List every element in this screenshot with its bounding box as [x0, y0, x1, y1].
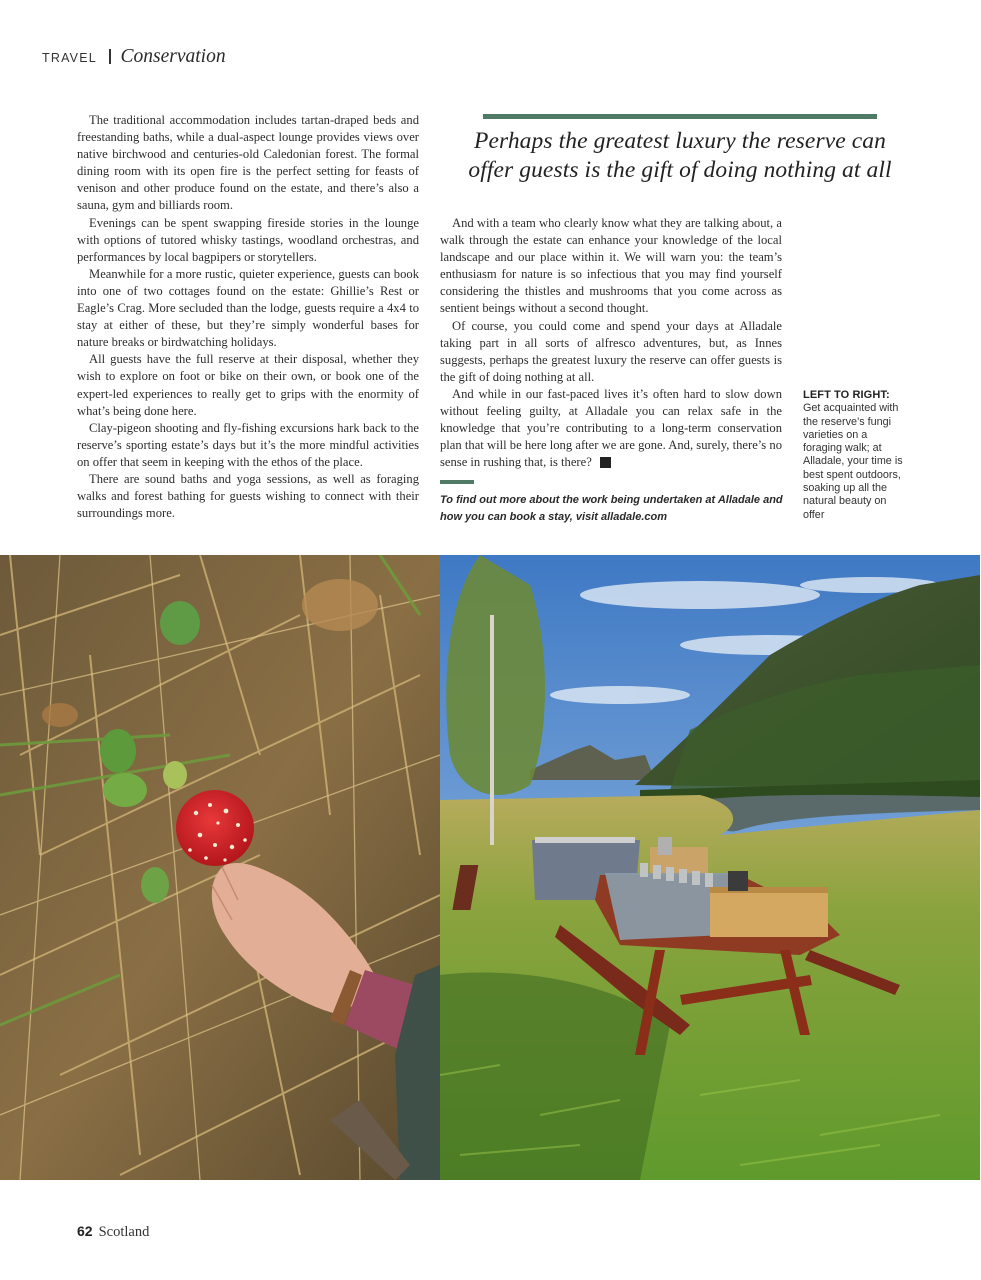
magazine-name: Scotland: [98, 1224, 150, 1240]
paragraph-final: [440, 386, 782, 471]
caption-text: Get acquainted with the reserve’s fungi varieties on a foraging walk; at Alladale, your time is best spent outdoors, soaking up all the natural beauty on offer: [803, 402, 903, 521]
mushroom-photo-image: [0, 555, 440, 1180]
paragraph: There are sound baths and yoga sessions, as well as foraging walks and forest bathing for guests wishing to connect with their surroundings more.: [77, 471, 419, 521]
pull-quote-rule: [483, 114, 877, 119]
pull-quote: [466, 114, 894, 185]
end-of-article-mark: S: [600, 457, 611, 468]
caption-heading: LEFT TO RIGHT:: [803, 389, 890, 401]
page-number: 62: [77, 1223, 93, 1239]
photo-picnic-glen: [440, 555, 980, 1180]
paragraph: Meanwhile for a more rustic, quieter experience, guests can book into one of two cottages found on the estate: Ghillie’s Rest or Eagle’s Crag. More secluded than the lodge, guests require a 4x4 to stay at either of these, but they’re simply wonderful bases for nature breaks or birdwatching holidays.: [77, 266, 419, 350]
call-to-action: To find out more about the work being undertaken at Alladale and how you can book a stay, visit alladale.com: [440, 494, 783, 523]
paragraph: All guests have the full reserve at their disposal, whether they wish to explore on foot or bike on their own, or book one of the expert-led experiences to really get to grips with the enormity of what’s being done here.: [77, 352, 419, 418]
paragraph: The traditional accommodation includes tartan-draped beds and freestanding baths, while a dual-aspect lounge provides views over native birchwood and centuries-old Caledonian forest. The formal dining room with its open fire is the perfect setting for feasts of venison and other produce found on the estate, and there’s also a sauna, gym and billiards room.: [77, 113, 419, 213]
photo-mushroom: [0, 555, 440, 1180]
paragraph: And with a team who clearly know what they are talking about, a walk through the estate can enhance your knowledge of the local landscape and our place within it. We will warn you: the team’s enthusiasm for nature is so infectious that you may find yourself considering the thistles and mushrooms that you come across as sentient beings without a second thought.: [440, 216, 782, 316]
section-label: TRAVEL: [42, 51, 97, 65]
page-footer: [77, 1223, 149, 1241]
pull-quote-text: Perhaps the greatest luxury the reserve can offer guests is the gift of doing nothing at all: [468, 128, 892, 183]
paragraph: Clay-pigeon shooting and fly-fishing excursions hark back to the reserve’s sporting estate’s days but it’s the more mindful activities on offer that seem in keeping with the ethos of the place.: [77, 420, 419, 469]
header-divider: [109, 49, 111, 64]
article-column-left: [77, 112, 419, 522]
article-column-middle: [440, 215, 782, 471]
cta-rule: [440, 480, 474, 484]
paragraph: Evenings can be spent swapping fireside stories in the lounge with options of tutored whisky tastings, woodland orchestras, and performances by local bagpipers or storytellers.: [77, 215, 419, 264]
paragraph: Of course, you could come and spend your days at Alladale taking part in all sorts of alfresco adventures, but, as Innes suggests, perhaps the greatest luxury the reserve can offer guests is the gift of doing nothing at all.: [440, 318, 782, 384]
section-subtitle: Conservation: [120, 46, 226, 67]
paragraph-text: And while in our fast-paced lives it’s often hard to slow down without feeling guilty, at Alladale you can relax safe in the knowledge that you’re contributing to a long-term conservation plan that will be here long after we are gone. And, surely, there’s no sense in rushing that, is there?: [440, 386, 782, 470]
photo-caption: [803, 389, 908, 522]
picnic-photo-image: [440, 555, 980, 1180]
section-header: [42, 46, 226, 68]
